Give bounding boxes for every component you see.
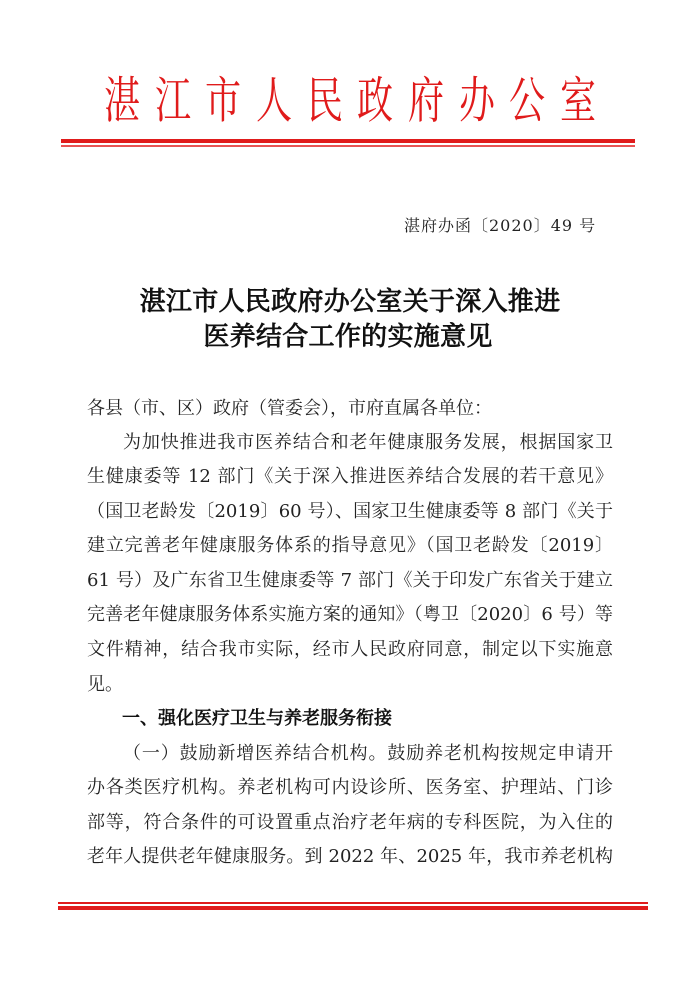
body-paragraph-line: 见。 [87,674,123,695]
body-paragraph-line: （国卫老龄发〔2019〕60 号）、国家卫生健康委等 8 部门《关于 [87,501,613,522]
section-paragraph-line: 部等，符合条件的可设置重点治疗老年病的专科医院，为入住的 [87,812,613,833]
letterhead-title [100,74,600,130]
letterhead-char: 公 [509,72,546,130]
salutation: 各县（市、区）政府（管委会），市府直属各单位： [87,398,492,419]
letterhead-char: 府 [407,72,444,130]
document-number: 湛府办函〔2020〕49 号 [404,216,597,235]
letterhead-char: 办 [458,72,495,130]
letterhead-char: 民 [306,72,343,130]
body-paragraph-line: 生健康委等 12 部门《关于深入推进医养结合发展的若干意见》 [87,466,613,487]
section-heading: 一、强化医疗卫生与养老服务衔接 [122,708,392,729]
header-rule-thin [61,145,635,147]
footer-rule-thick [58,906,648,910]
body-paragraph-line: 文件精神，结合我市实际，经市人民政府同意，制定以下实施意 [87,639,613,660]
footer-rule-thin [58,902,648,904]
document-title-line-1: 湛江市人民政府办公室关于深入推进 [139,287,561,317]
body-paragraph-line: 完善老年健康服务体系实施方案的通知》（粤卫〔2020〕6 号）等 [87,604,613,625]
letterhead-char: 湛 [103,72,141,130]
letterhead-char: 江 [154,72,191,130]
letterhead-char: 人 [255,72,293,130]
section-paragraph-line: 办各类医疗机构。养老机构可内设诊所、医务室、护理站、门诊 [87,777,613,798]
letterhead-char: 政 [357,72,394,130]
body-paragraph-line: 61 号）及广东省卫生健康委等 7 部门《关于印发广东省关于建立 [87,570,613,591]
section-paragraph-line: 老年人提供老年健康服务。到 2022 年、2025 年，我市养老机构 [87,846,613,867]
document-title-line-2: 医养结合工作的实施意见 [203,322,493,352]
section-paragraph-line: （一）鼓励新增医养结合机构。鼓励养老机构按规定申请开 [123,743,613,764]
body-paragraph-line: 建立完善老年健康服务体系的指导意见》（国卫老龄发〔2019〕 [87,535,613,556]
letterhead-char: 市 [205,72,242,130]
header-rule-thick [61,139,635,143]
letterhead-char: 室 [559,72,596,130]
body-paragraph-line: 为加快推进我市医养结合和老年健康服务发展，根据国家卫 [123,432,613,453]
